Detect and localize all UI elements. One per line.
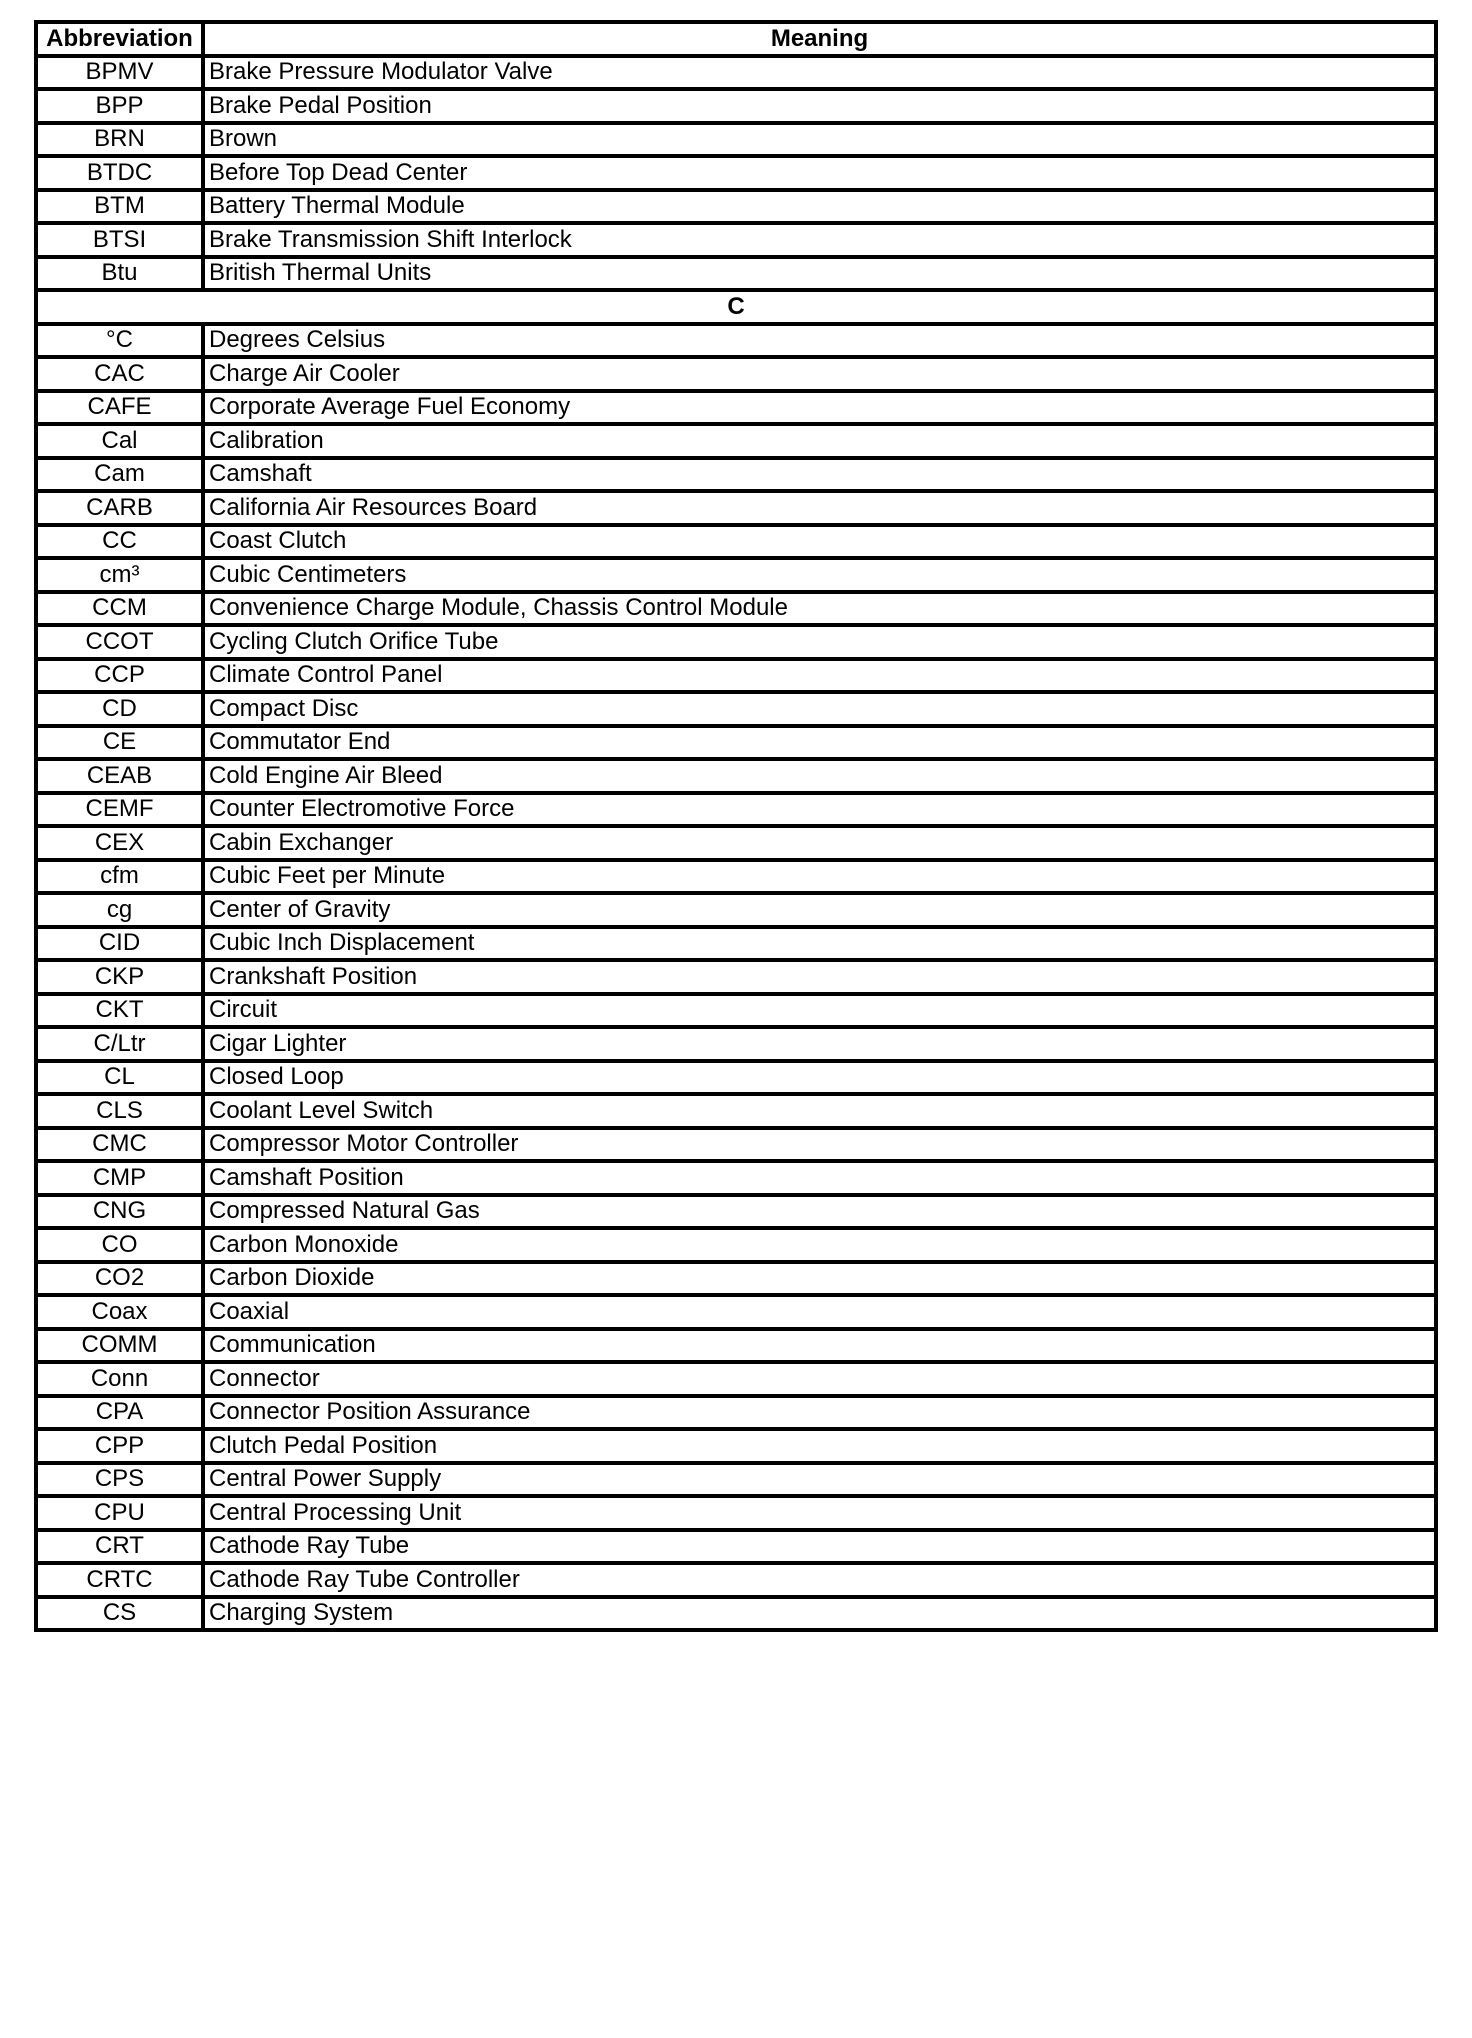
meaning-cell: Climate Control Panel [203, 659, 1436, 693]
table-row [36, 391, 1436, 425]
abbreviation-cell: CNG [36, 1195, 203, 1229]
meaning-cell: Carbon Monoxide [203, 1228, 1436, 1262]
abbreviation-cell: CKP [36, 960, 203, 994]
meaning-cell: Commutator End [203, 726, 1436, 760]
table-row [36, 893, 1436, 927]
meaning-cell: Charging System [203, 1597, 1436, 1631]
abbreviation-cell: CE [36, 726, 203, 760]
meaning-cell: Central Processing Unit [203, 1496, 1436, 1530]
meaning-cell: Charge Air Cooler [203, 357, 1436, 391]
abbreviation-cell: CCOT [36, 625, 203, 659]
abbreviation-cell: BPP [36, 89, 203, 123]
meaning-cell: Communication [203, 1329, 1436, 1363]
table-row [36, 1530, 1436, 1564]
table-row [36, 1228, 1436, 1262]
table-row [36, 1496, 1436, 1530]
table-row [36, 1362, 1436, 1396]
meaning-cell: Battery Thermal Module [203, 190, 1436, 224]
meaning-cell: Cubic Feet per Minute [203, 860, 1436, 894]
abbreviation-cell: C/Ltr [36, 1027, 203, 1061]
table-row [36, 659, 1436, 693]
table-row [36, 357, 1436, 391]
meaning-cell: Coolant Level Switch [203, 1094, 1436, 1128]
meaning-cell: Carbon Dioxide [203, 1262, 1436, 1296]
table-row [36, 1295, 1436, 1329]
table-row [36, 1429, 1436, 1463]
table-row [36, 1128, 1436, 1162]
abbreviation-cell: CEAB [36, 759, 203, 793]
meaning-cell: Calibration [203, 424, 1436, 458]
meaning-cell: Cigar Lighter [203, 1027, 1436, 1061]
abbreviation-cell: BTDC [36, 156, 203, 190]
abbreviation-cell: CMP [36, 1161, 203, 1195]
meaning-cell: Brown [203, 123, 1436, 157]
table-row [36, 1563, 1436, 1597]
abbreviation-cell: CL [36, 1061, 203, 1095]
meaning-cell: Cold Engine Air Bleed [203, 759, 1436, 793]
table-row [36, 692, 1436, 726]
meaning-cell: Clutch Pedal Position [203, 1429, 1436, 1463]
meaning-cell: Corporate Average Fuel Economy [203, 391, 1436, 425]
meaning-cell: British Thermal Units [203, 257, 1436, 291]
abbreviation-cell: CO [36, 1228, 203, 1262]
abbreviation-cell: CO2 [36, 1262, 203, 1296]
table-row [36, 324, 1436, 358]
abbreviation-cell: cm³ [36, 558, 203, 592]
abbreviation-cell: cfm [36, 860, 203, 894]
meaning-cell: Convenience Charge Module, Chassis Control Module [203, 592, 1436, 626]
meaning-cell: Compact Disc [203, 692, 1436, 726]
abbreviation-cell: CPA [36, 1396, 203, 1430]
abbreviation-cell: CEMF [36, 793, 203, 827]
abbreviation-cell: Cam [36, 458, 203, 492]
table-row [36, 994, 1436, 1028]
header-abbreviation: Abbreviation [36, 22, 203, 56]
abbreviation-cell: cg [36, 893, 203, 927]
table-row [36, 424, 1436, 458]
meaning-cell: Cathode Ray Tube Controller [203, 1563, 1436, 1597]
abbreviation-cell: BTSI [36, 223, 203, 257]
meaning-cell: Brake Transmission Shift Interlock [203, 223, 1436, 257]
meaning-cell: Cycling Clutch Orifice Tube [203, 625, 1436, 659]
abbreviation-cell: CRTC [36, 1563, 203, 1597]
meaning-cell: Cubic Inch Displacement [203, 927, 1436, 961]
abbreviation-cell: °C [36, 324, 203, 358]
table-row [36, 860, 1436, 894]
abbreviation-cell: CID [36, 927, 203, 961]
table-row [36, 123, 1436, 157]
header-row [36, 22, 1436, 56]
meaning-cell: Before Top Dead Center [203, 156, 1436, 190]
meaning-cell: Degrees Celsius [203, 324, 1436, 358]
table-row [36, 525, 1436, 559]
section-letter: C [36, 290, 1436, 324]
table-row [36, 793, 1436, 827]
meaning-cell: Coast Clutch [203, 525, 1436, 559]
meaning-cell: Camshaft Position [203, 1161, 1436, 1195]
abbreviation-cell: CPS [36, 1463, 203, 1497]
meaning-cell: Compressor Motor Controller [203, 1128, 1436, 1162]
meaning-cell: Cathode Ray Tube [203, 1530, 1436, 1564]
table-row [36, 1597, 1436, 1631]
table-row [36, 458, 1436, 492]
meaning-cell: Center of Gravity [203, 893, 1436, 927]
table-row [36, 625, 1436, 659]
abbreviation-cell: CEX [36, 826, 203, 860]
meaning-cell: Cabin Exchanger [203, 826, 1436, 860]
meaning-cell: Connector Position Assurance [203, 1396, 1436, 1430]
abbreviation-cell: Conn [36, 1362, 203, 1396]
meaning-cell: Coaxial [203, 1295, 1436, 1329]
table-row [36, 759, 1436, 793]
abbreviation-cell: CD [36, 692, 203, 726]
meaning-cell: Cubic Centimeters [203, 558, 1436, 592]
table-row [36, 89, 1436, 123]
abbreviation-cell: Cal [36, 424, 203, 458]
abbreviation-cell: CPU [36, 1496, 203, 1530]
table-row [36, 1027, 1436, 1061]
table-row [36, 190, 1436, 224]
abbreviation-cell: BPMV [36, 56, 203, 90]
table-row [36, 491, 1436, 525]
abbreviation-cell: CCP [36, 659, 203, 693]
abbreviation-cell: CAFE [36, 391, 203, 425]
table-row [36, 960, 1436, 994]
abbreviation-cell: CMC [36, 1128, 203, 1162]
table-row [36, 1396, 1436, 1430]
header-meaning: Meaning [203, 22, 1436, 56]
table-body [36, 56, 1436, 1631]
meaning-cell: Camshaft [203, 458, 1436, 492]
meaning-cell: Counter Electromotive Force [203, 793, 1436, 827]
abbreviation-cell: CPP [36, 1429, 203, 1463]
meaning-cell: Circuit [203, 994, 1436, 1028]
table-row [36, 592, 1436, 626]
table-row [36, 56, 1436, 90]
table-row [36, 558, 1436, 592]
meaning-cell: Brake Pedal Position [203, 89, 1436, 123]
meaning-cell: California Air Resources Board [203, 491, 1436, 525]
table-row [36, 927, 1436, 961]
table-row [36, 1094, 1436, 1128]
table-row [36, 223, 1436, 257]
section-row [36, 290, 1436, 324]
table-row [36, 1161, 1436, 1195]
abbreviation-cell: BRN [36, 123, 203, 157]
abbreviation-cell: BTM [36, 190, 203, 224]
abbreviation-cell: CCM [36, 592, 203, 626]
table-row [36, 257, 1436, 291]
table-row [36, 1061, 1436, 1095]
meaning-cell: Connector [203, 1362, 1436, 1396]
meaning-cell: Central Power Supply [203, 1463, 1436, 1497]
abbreviation-cell: CLS [36, 1094, 203, 1128]
table-row [36, 1262, 1436, 1296]
table-row [36, 1463, 1436, 1497]
meaning-cell: Crankshaft Position [203, 960, 1436, 994]
abbreviation-cell: CS [36, 1597, 203, 1631]
abbreviation-cell: COMM [36, 1329, 203, 1363]
meaning-cell: Compressed Natural Gas [203, 1195, 1436, 1229]
meaning-cell: Closed Loop [203, 1061, 1436, 1095]
table-row [36, 1329, 1436, 1363]
meaning-cell: Brake Pressure Modulator Valve [203, 56, 1436, 90]
abbreviation-cell: CC [36, 525, 203, 559]
abbreviation-cell: Btu [36, 257, 203, 291]
abbreviation-table [34, 20, 1438, 1632]
table-row [36, 726, 1436, 760]
table-row [36, 156, 1436, 190]
abbreviation-cell: CKT [36, 994, 203, 1028]
abbreviation-cell: CARB [36, 491, 203, 525]
table-row [36, 826, 1436, 860]
table-row [36, 1195, 1436, 1229]
abbreviation-cell: CAC [36, 357, 203, 391]
abbreviation-cell: CRT [36, 1530, 203, 1564]
abbreviation-cell: Coax [36, 1295, 203, 1329]
